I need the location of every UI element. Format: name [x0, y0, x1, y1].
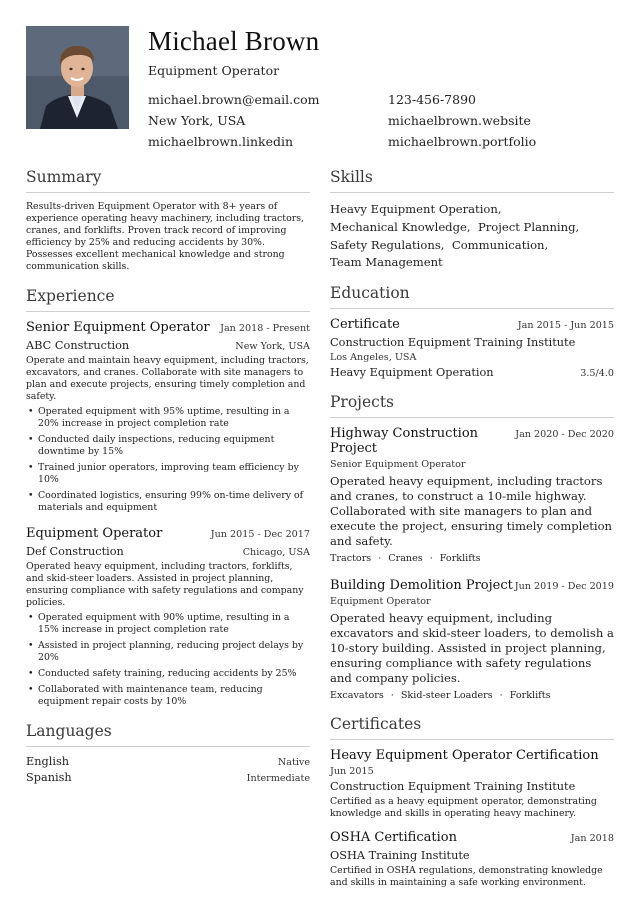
candidate-name: Michael Brown [148, 26, 320, 56]
job-bullet: • Operated equipment with 90% uptime, resulting in a 15% increase in project completion rate [26, 612, 310, 636]
job-company: Def Construction [26, 545, 124, 558]
project-tag: Forklifts [439, 553, 481, 565]
education-dates: Jan 2015 - Jun 2015 [517, 320, 614, 332]
project-tag: Excavators [330, 690, 384, 702]
job-description: Operated heavy equipment, including tractors, forklifts, and skid-steer loaders. Assisted in project planning, ensuring compliance with safety regulations and company policies. [26, 561, 304, 608]
certificate-issuer: Construction Equipment Training Institute [330, 780, 576, 794]
contact-website[interactable]: michaelbrown.website [388, 113, 531, 128]
education-degree: Certificate [330, 317, 400, 333]
project-name: Building Demolition Project [330, 578, 513, 594]
certificate-date: Jan 2018 [570, 833, 614, 845]
languages-heading: Languages [26, 722, 310, 747]
certificate-name: Heavy Equipment Operator Certification [330, 748, 599, 764]
project-tags [330, 553, 614, 564]
education-school: Construction Equipment Training Institute [330, 336, 576, 350]
job-dates: Jun 2015 - Dec 2017 [210, 529, 310, 540]
certificates-heading: Certificates [330, 715, 614, 740]
job-dates: Jan 2018 - Present [220, 323, 310, 334]
job-bullet: • Operated equipment with 95% uptime, resulting in a 20% increase in project completion rate [26, 406, 310, 430]
job-company: ABC Construction [26, 339, 130, 352]
certificate-entry [330, 830, 614, 889]
projects-heading: Projects [330, 393, 614, 418]
education-gpa: 3.5/4.0 [580, 368, 614, 380]
tag-separator: · [390, 690, 394, 702]
project-description: Operated heavy equipment, including tractors and cranes, to construct a 10-mile highway. Collaborated with site managers to plan and execute the project, ensuring timely completion and safety. [330, 474, 613, 549]
project-tag: Cranes [388, 553, 423, 565]
education-field: Heavy Equipment Operation [330, 366, 494, 380]
job-bullet: • Collaborated with maintenance team, reducing equipment repair costs by 10% [26, 684, 310, 708]
skills-heading: Skills [330, 168, 614, 193]
education-heading: Education [330, 284, 614, 309]
certificate-description: Certified in OSHA regulations, demonstrating knowledge and skills in maintaining a safe working environment. [330, 865, 603, 889]
project-role: Equipment Operator [330, 596, 431, 608]
job-bullets [26, 406, 310, 514]
project-tags [330, 690, 614, 701]
language-row [26, 755, 310, 768]
contact-email[interactable]: michael.brown@email.com [148, 92, 320, 107]
job-bullet: • Conducted daily inspections, reducing equipment downtime by 15% [26, 434, 310, 458]
language-name: Spanish [26, 771, 72, 784]
tag-separator: · [499, 690, 503, 702]
project-name: Highway Construction Project [330, 426, 479, 457]
skills-line: Team Management [330, 255, 443, 270]
project-tag: Skid-steer Loaders [400, 690, 493, 702]
skills-line: Safety Regulations, Communication, [330, 237, 549, 252]
contact-location: New York, USA [148, 113, 246, 128]
certificate-date: Jun 2015 [330, 766, 374, 778]
project-dates: Jun 2019 - Dec 2019 [514, 581, 614, 593]
job-entry [26, 320, 310, 514]
education-entry [330, 317, 614, 379]
left-column [26, 168, 310, 784]
job-bullet: • Assisted in project planning, reducing project delays by 20% [26, 640, 310, 664]
certificate-entry [330, 748, 614, 820]
contact-linkedin[interactable]: michaelbrown.linkedin [148, 134, 294, 149]
language-level: Native [277, 757, 310, 768]
job-bullet: • Conducted safety training, reducing accidents by 25% [26, 668, 310, 680]
experience-heading: Experience [26, 287, 310, 312]
project-description: Operated heavy equipment, including excavators and skid-steer loaders, to demolish a 10-story building. Assisted in project planning, ensuring compliance with safety regulations and company policies. [330, 611, 614, 686]
job-bullet: • Coordinated logistics, ensuring 99% on-time delivery of materials and equipment [26, 490, 310, 514]
project-entry [330, 578, 614, 701]
contact-phone[interactable]: 123-456-7890 [388, 92, 476, 107]
certificate-description: Certified as a heavy equipment operator, demonstrating knowledge and skills in operating heavy machinery. [330, 796, 597, 820]
project-entry [330, 426, 614, 564]
project-role: Senior Equipment Operator [330, 459, 466, 471]
education-location: Los Angeles, USA [330, 352, 417, 364]
right-column [330, 168, 614, 889]
project-dates: Jan 2020 - Dec 2020 [515, 429, 614, 441]
language-name: English [26, 755, 70, 768]
job-bullets [26, 612, 310, 708]
job-role: Senior Equipment Operator [26, 320, 210, 335]
summary-heading: Summary [26, 168, 310, 193]
language-level: Intermediate [246, 773, 310, 784]
candidate-title: Equipment Operator [148, 63, 280, 78]
project-tag: Forklifts [509, 690, 551, 702]
project-tag: Tractors [330, 553, 372, 565]
skills-line: Heavy Equipment Operation, [330, 202, 502, 216]
job-location: New York, USA [235, 341, 310, 352]
tag-separator: · [429, 553, 433, 565]
summary-text: Results-driven Equipment Operator with 8+ years of experience operating heavy machinery, including tractors, cranes, and forklifts. Proven track record of improving efficiency by 25% and reducing accidents by 30%. Possesses excellent mechanical knowledge and strong communication skills. [26, 201, 304, 272]
job-location: Chicago, USA [242, 547, 310, 558]
certificate-issuer: OSHA Training Institute [330, 849, 470, 863]
job-role: Equipment Operator [26, 526, 163, 541]
job-bullet: • Trained junior operators, improving team efficiency by 10% [26, 462, 310, 486]
skills-line: Mechanical Knowledge, Project Planning, [330, 219, 580, 234]
language-row [26, 771, 310, 784]
contact-portfolio[interactable]: michaelbrown.portfolio [388, 134, 537, 149]
job-entry [26, 526, 310, 708]
profile-photo [26, 26, 129, 129]
certificate-name: OSHA Certification [330, 830, 457, 846]
job-description: Operate and maintain heavy equipment, including tractors, excavators, and cranes. Collaborate with site managers to plan and execute projects, ensuring timely completion and safety. [26, 355, 309, 402]
skills-list [330, 201, 614, 272]
tag-separator: · [378, 553, 382, 565]
portrait-image [26, 26, 129, 129]
